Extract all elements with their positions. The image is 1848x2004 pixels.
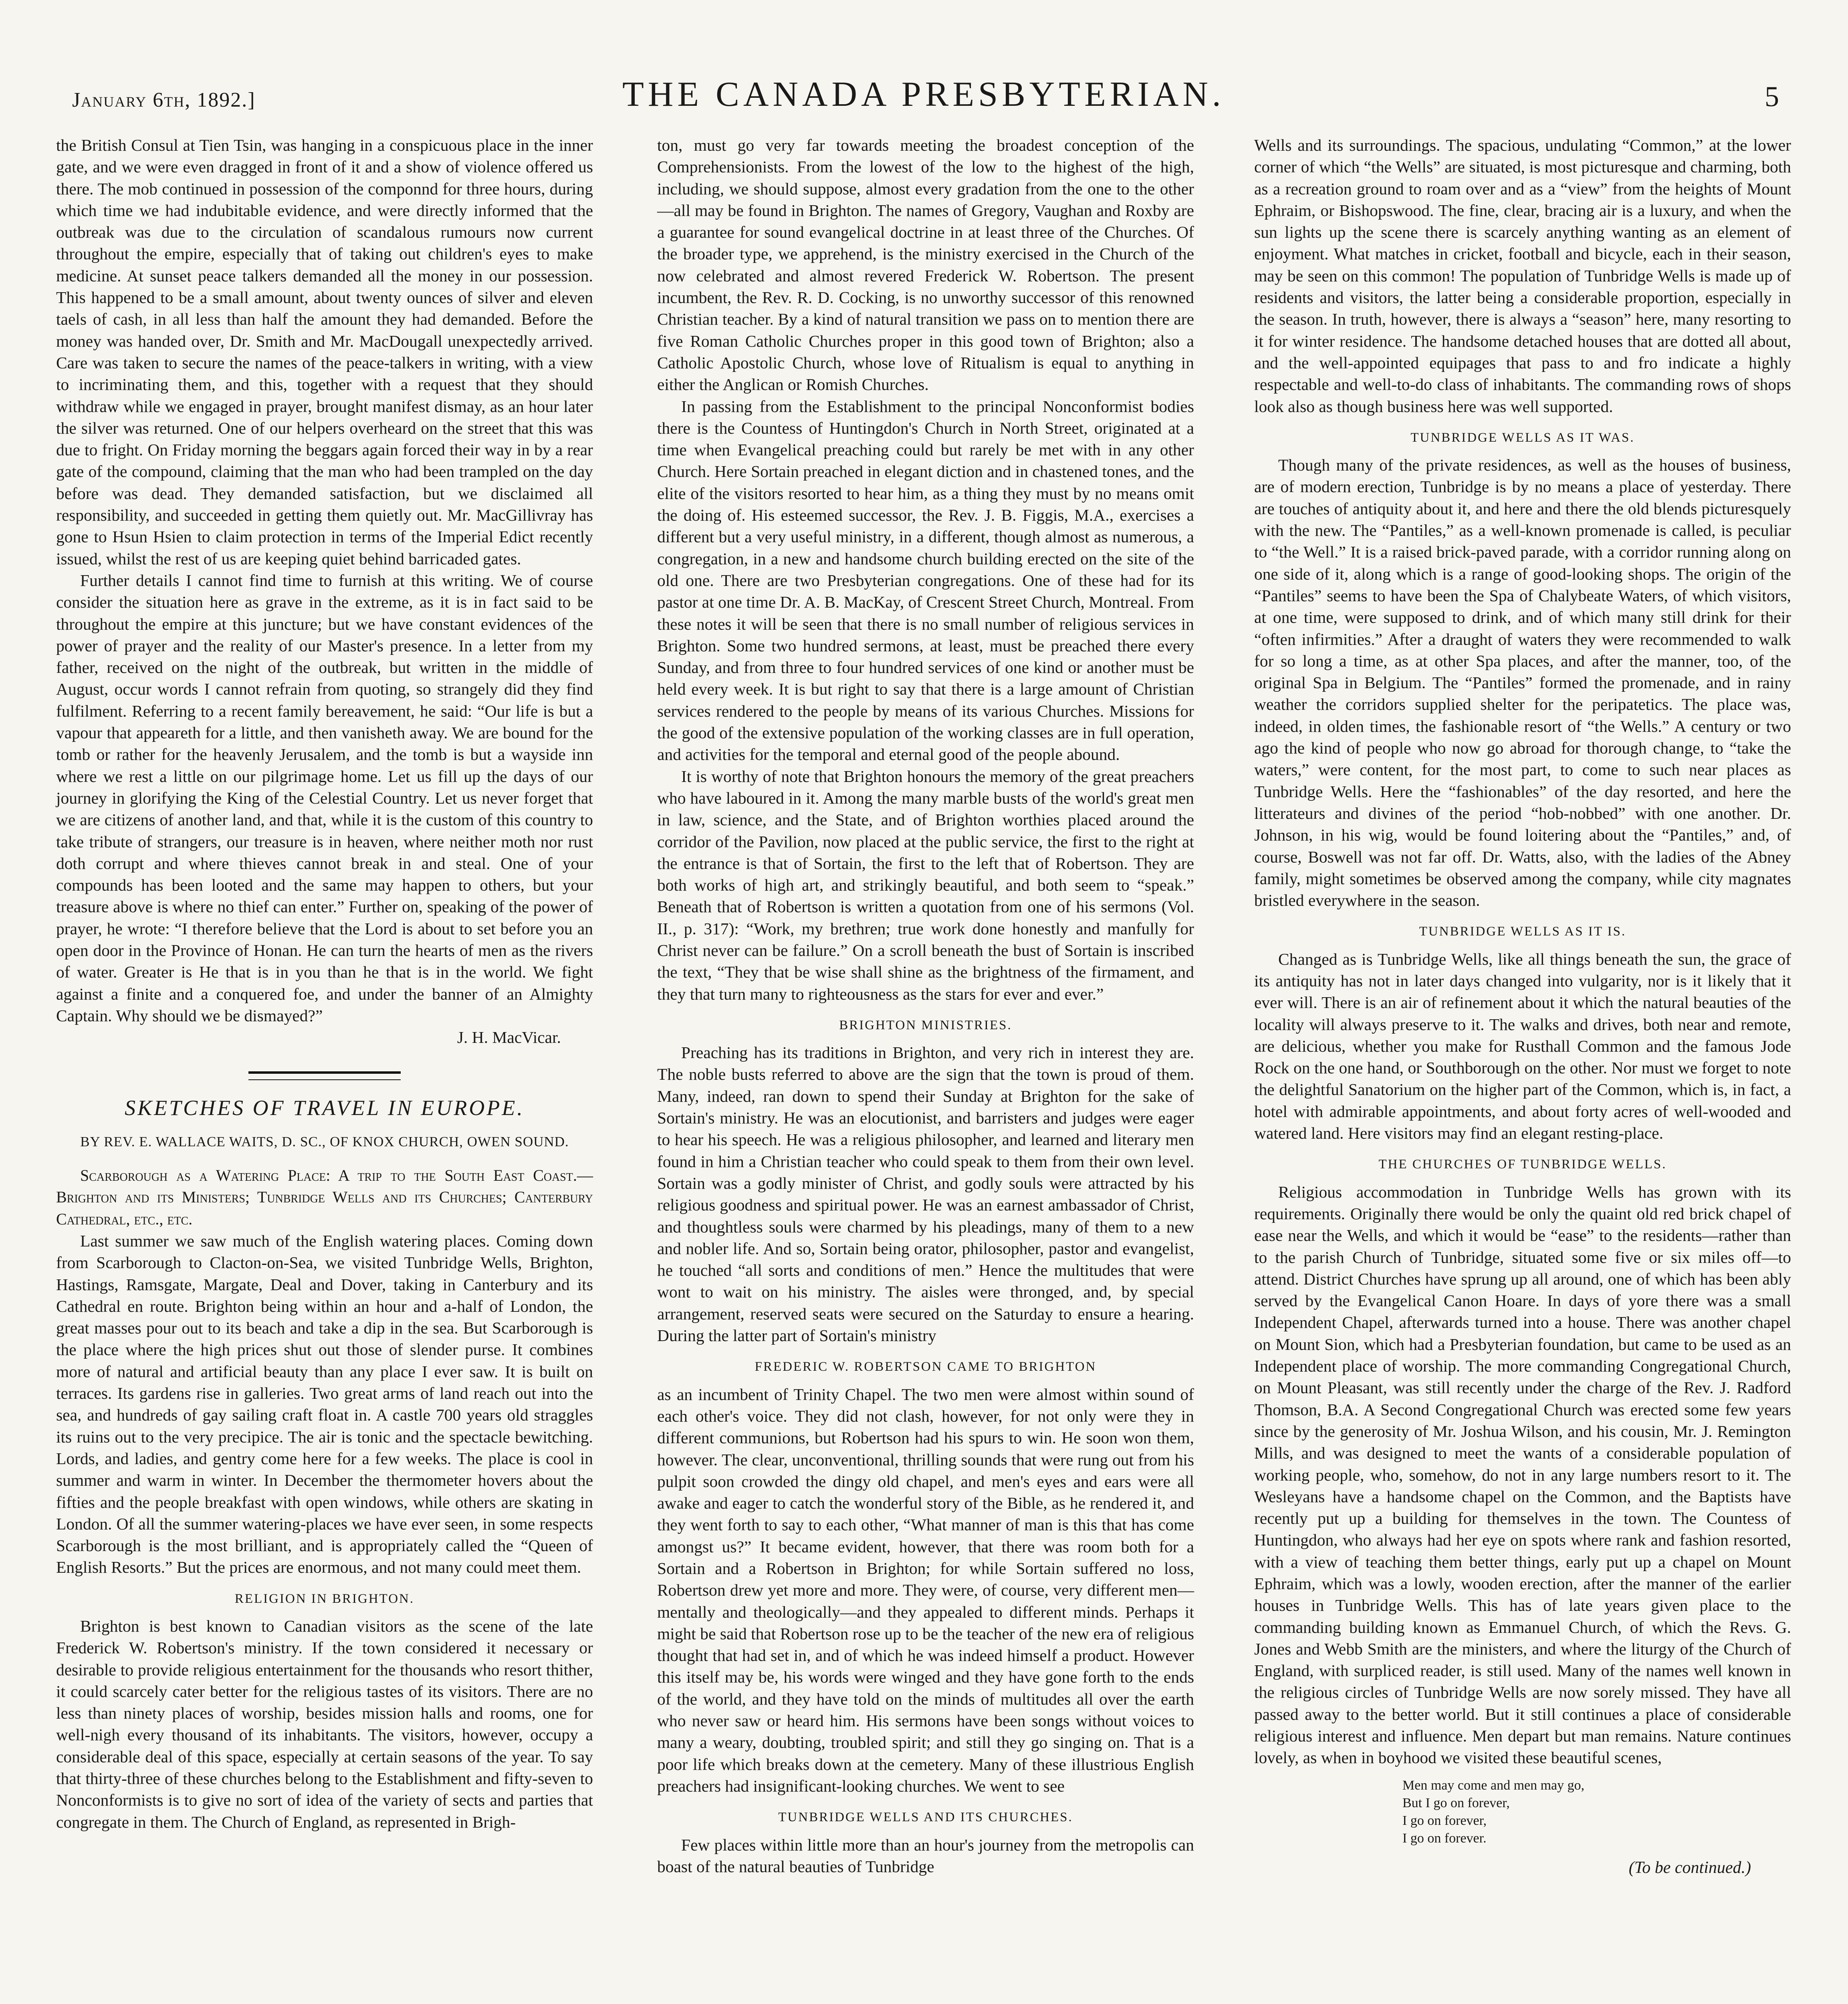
paragraph: Few places within little more than an hour's journey from the metropolis can boast of the natural beauties of Tunbridge [657, 1835, 1194, 1876]
column-3 [1254, 134, 1791, 1879]
paragraph: Brighton is best known to Canadian visitors as the scene of the late Frederick W. Robertson's ministry. If the town considered it necessary or desirable to provide religious entertainment for the thousands who resort thither, it could scarcely cater better for the religious tastes of its visitors. There are no less than ninety places of worship, besides mission halls and rooms, one for well-nigh every thousand of its inhabitants. The visitors, however, occupy a considerable deal of this space, especially at certain seasons of the year. To say that thirty-three of these churches belong to the Establishment and fifty-seven to Nonconformists is to give no sort of idea of the variety of sects and parties that congregate in them. The Church of England, as represented in Brigh- [56, 1617, 593, 1831]
poem-line: But I go on forever, [1402, 1795, 1510, 1810]
paragraph: Wells and its surroundings. The spacious, undulating “Common,” at the lower corner of which “the Wells” are situated, is most picturesque and charming, both as a recreation ground to roam over and as a “view” from the heights of Mount Ephraim, or Bishopswood. The fine, clear, bracing air is a luxury, and when the sun lights up the scene there is scarcely anything wanting as an element of enjoyment. What matches in cricket, football and bicycle, each in their season, may be seen on this common! The population of Tunbridge Wells is made up of residents and visitors, the latter being a considerable proportion, especially in the season. In truth, however, there is always a “season” here, many resorting to it for winter residence. The handsome detached houses that are dotted all about, and the well-appointed equipages that pass to and fro indicate a highly respectable and well-to-do class of inhabitants. The commanding rows of shops look also as though business here was well supported. [1254, 136, 1791, 416]
masthead-title: THE CANADA PRESBYTERIAN. [622, 75, 1225, 114]
poem-line: Men may come and men may go, [1402, 1778, 1585, 1793]
section-heading: TUNBRIDGE WELLS AS IT IS. [1419, 924, 1626, 939]
issue-date: January 6th, 1892.] [72, 89, 256, 111]
section-heading: FREDERIC W. ROBERTSON CAME TO BRIGHTON [755, 1360, 1097, 1374]
paragraph: Further details I cannot find time to furnish at this writing. We of course consider the situation here as grave in the extreme, as it is in fact said to be throughout the empire at this juncture; but we have constant evidences of the power of prayer and the reality of our Master's presence. In a letter from my father, received on the night of the outbreak, but written in the middle of August, occur words I cannot refrain from quoting, so strangely did they find fulfilment. Referring to a recent family bereavement, he said: “Our life is but a vapour that appeareth for a little, and then vanisheth away. We are bound for the tomb or rather for the heavenly Jerusalem, and the tomb is but a wayside inn where we rest a little on our pilgrimage home. Let us fill up the days of our journey in glorifying the King of the Celestial Country. Let us never forget that we are citizens of another land, and that, while it is the custom of this country to take tribute of strangers, our treasure is in heaven, where neither moth nor rust doth corrupt and where thieves cannot break in and steal. One of your compounds has been looted and the same may happen to others, but your treasure above is where no thief can enter.” Further on, speaking of the power of prayer, he wrote: “I therefore believe that the Lord is about to set before you an open door in the Province of Honan. He can turn the hearts of men as the rivers of water. Greater is He that is in you than he that is in the world. We fight against a finite and a conquered foe, and under the banner of an Almighty Captain. Why should we be dismayed?” [56, 571, 593, 1025]
article-title: SKETCHES OF TRAVEL IN EUROPE. [125, 1096, 525, 1120]
section-heading: RELIGION IN BRIGHTON. [234, 1591, 415, 1606]
page-header [52, 60, 1795, 140]
column-2 [657, 134, 1194, 1877]
section-heading: BRIGHTON MINISTRIES. [839, 1018, 1012, 1032]
paragraph: ton, must go very far towards meeting the broadest conception of the Comprehensionists. From the lowest of the low to the highest of the high, including, we should suppose, almost every gradation from the one to the other—all may be found in Brighton. The names of Gregory, Vaughan and Roxby are a guarantee for sound evangelical doctrine in at least three of the Churches. Of the broader type, we apprehend, is the ministry exercised in the Church of the now celebrated and almost revered Frederick W. Robertson. The present incumbent, the Rev. R. D. Cocking, is no unworthy successor of this renowned Christian teacher. By a kind of natural transition we pass on to mention there are five Roman Catholic Churches proper in this good town of Brighton; also a Catholic Apostolic Church, whose love of Ritualism is equal to anything in either the Anglican or Romish Churches. [657, 136, 1194, 394]
paragraph: It is worthy of note that Brighton honours the memory of the great preachers who have laboured in it. Among the many marble busts of the world's great men in law, science, and the State, and of Brighton worthies placed around the corridor of the Pavilion, now placed at the public service, the first to the right at the entrance is that of Sortain, the first to the left that of Robertson. They are both works of high art, and strikingly beautiful, and both seem to “speak.” Beneath that of Robertson is written a quotation from one of his sermons (Vol. II., p. 317): “Work, my brethren; true work done honestly and manfully for Christ never can be failure.” On a scroll beneath the bust of Sortain is inscribed the text, “They that be wise shall shine as the brightness of the firmament, and they that turn many to righteousness as the stars for ever and ever.” [657, 767, 1194, 1003]
section-heading: THE CHURCHES OF TUNBRIDGE WELLS. [1378, 1157, 1667, 1172]
section-heading: TUNBRIDGE WELLS AND ITS CHURCHES. [778, 1810, 1073, 1825]
continued-note: (To be continued.) [1628, 1858, 1751, 1877]
paragraph: Last summer we saw much of the English watering places. Coming down from Scarborough to Clacton-on-Sea, we visited Tunbridge Wells, Brighton, Hastings, Ramsgate, Margate, Deal and Dover, taking in Canterbury and its Cathedral en route. Brighton being within an hour and a-half of London, the great masses pour out to its beach and take a dip in the sea. But Scarborough is the place where the high prices shut out those of slender purse. It combines more of natural and artificial beauty than any place I ever saw. It is built on terraces. Its gardens rise in galleries. Two great arms of land reach out into the sea, and hundreds of gay sailing craft float in. A castle 700 years old straggles its ruins out to the very precipice. The air is tonic and the spectacle bewitching. Lords, and ladies, and gentry come here for a few weeks. The place is cool in summer and warm in winter. In December the thermometer hovers about the fifties and the people breakfast with open windows, while others are skating in London. Of all the summer watering-places we have ever seen, in some respects Scarborough is the most brilliant, and is appropriately called the “Queen of English Resorts.” But the prices are enormous, and not many could meet them. [56, 1231, 593, 1577]
paragraph: Though many of the private residences, as well as the houses of business, are of modern erection, Tunbridge is by no means a place of yesterday. There are touches of antiquity about it, and here and there the old blends picturesquely with the new. The “Pantiles,” as a well-known promenade is called, is peculiar to “the Well.” It is a raised brick-paved parade, with a corridor running along on one side of it, along which is a range of good-looking shops. The origin of the “Pantiles” seems to have been the Spa of Chalybeate Waters, of which visitors, at one time, were supposed to drink, and of which many still drink for their “often infirmities.” After a draught of waters they were recommended to walk for so long a time, as at other Spa places, and after the manner, too, of the original Spa in Belgium. The “Pantiles” formed the promenade, and in rainy weather the corridors supplied shelter for the peripatetics. The place was, indeed, in olden times, the fashionable resort of “the Wells.” A century or two ago the kind of people who now go abroad for thorough change, to “take the waters,” were content, for the most part, to come to such near places as Tunbridge Wells. Here the “fashionables” of the day resorted, and here the litterateurs and divines of the period “hob-nobbed” with one another. Dr. Johnson, in his wig, would be found loitering about the “Pantiles,” and, of course, Boswell was not far off. Dr. Watts, also, with the ladies of the Abney family, might sometimes be observed among the company, while city magnates bristled everywhere in the season. [1254, 456, 1791, 910]
page-number: 5 [1765, 81, 1779, 113]
column-1 [56, 134, 593, 1833]
paragraph: Preaching has its traditions in Brighton, and very rich in interest they are. The noble busts referred to above are the sign that the town is proud of them. Many, indeed, ran down to spend their Sunday at Brighton for the sake of Sortain's ministry. He was an elocutionist, and barristers and judges were eager to hear his speech. He was a religious philosopher, and learned and literary men found in him a Christian teacher who could speak to them from their own level. Sortain was a godly minister of Christ, and godly souls were attracted by his religious goodness and spiritual power. He was an earnest ambassador of Christ, and thoughtless souls were charmed by his pleadings, many of them to a new and nobler life. And so, Sortain being orator, philosopher, pastor and evangelist, he touched “all sorts and conditions of men.” Hence the multitudes that were wont to wait on his ministry. The aisles were thronged, and, by special arrangement, reserved seats were secured on the Saturday to ensure a hearing. During the latter part of Sortain's ministry [657, 1043, 1194, 1345]
section-heading: TUNBRIDGE WELLS AS IT WAS. [1410, 430, 1635, 445]
article-byline: BY REV. E. WALLACE WAITS, D. SC., OF KNOX CHURCH, OWEN SOUND. [80, 1133, 569, 1149]
paragraph: Changed as is Tunbridge Wells, like all things beneath the sun, the grace of its antiquity has not in later days changed into vulgarity, nor is it likely that it ever will. There is an air of refinement about it which the natural beauties of the locality will always preserve to it. The walks and drives, both near and remote, are delicious, whether you make for Rusthall Common and the famous Jode Rock on the one hand, or Southborough on the other. Nor must we forget to note the delightful Sanatorium on the higher part of the Common, which is, in fact, a hotel with admirable appointments, and about forty acres of well-wooded and watered land. Here visitors may find an elegant resting-place. [1254, 949, 1791, 1143]
article-summary: Scarborough as a Watering Place: A trip to the South East Coast.—Brighton and its Ministers; Tunbridge Wells and its Churches; Canterbury Cathedral, etc., etc. [56, 1166, 593, 1228]
author-signature: J. H. MacVicar. [457, 1028, 561, 1047]
poem-line: I go on forever. [1402, 1830, 1487, 1846]
paragraph: Religious accommodation in Tunbridge Wells has grown with its requirements. Originally there would be only the quaint old red brick chapel of ease near the Wells, and which it would be “ease” to the residents—rather than to the parish Church of Tunbridge, situated some five or six miles off—to attend. District Churches have sprung up all around, one of which has been ably served by the Evangelical Canon Hoare. In days of yore there was a small Independent Chapel, afterwards turned into a house. There was another chapel on Mount Sion, which had a Presbyterian foundation, but came to be used as an Independent place of worship. The more commanding Congregational Church, on Mount Pleasant, was still recently under the charge of the Rev. J. Radford Thomson, B.A. A Second Congregational Church was erected some few years since by the generosity of Mr. Joshua Wilson, and his cousin, Mr. J. Remington Mills, and was designed to meet the wants of a considerable population of working people, who, somehow, do not in any large numbers resort to it. The Wesleyans have a handsome chapel on the Common, and the Baptists have recently put up a building for themselves in the town. The Countess of Huntingdon, who always had her eye on spots where rank and fashion resorted, with a view of teaching them better things, early put up a chapel on Mount Ephraim, which was a lowly, wooden erection, after the manner of the earlier houses in Tunbridge Wells. This has of late years given place to the commanding building known as Emmanuel Church, of which the Revs. G. Jones and Webb Smith are the ministers, and where the liturgy of the Church of England, with surpliced reader, is still used. Many of the names well known in the religious circles of Tunbridge Wells are now sorely missed. They have all passed away to the better world. But it still continues a place of considerable religious interest and influence. Men depart but man remains. Nature continues lovely, as when in boyhood we visited these beautiful scenes, [1254, 1182, 1791, 1767]
paragraph: the British Consul at Tien Tsin, was hanging in a conspicuous place in the inner gate, and we were even dragged in front of it and a show of violence offered us there. The mob continued in possession of the componnd for three hours, during which time we had indubitable evidence, and were directly informed that the outbreak was due to the circulation of scandalous rumours now current throughout the empire, especially that of taking out children's eyes to make medicine. At sunset peace talkers demanded all the money in our possession. This happened to be a small amount, about twenty ounces of silver and eleven taels of cash, in all less than half the amount they had demanded. Before the money was handed over, Dr. Smith and Mr. MacDougall unexpectedly arrived. Care was taken to secure the names of the peace-talkers in writing, with a view to incriminating them, and this, together with a request that they should withdraw while we engaged in prayer, brought manifest dismay, as an hour later the silver was returned. One of our helpers overheard on the street that this was due to fright. On Friday morning the beggars again forced their way in by a rear gate of the compound, claiming that the man who had been trampled on the day before was dead. They demanded satisfaction, but we disclaimed all responsibility, and succeeded in getting them quietly out. Mr. MacGillivray has gone to Hsun Hsien to claim protection in terms of the Imperial Edict recently issued, whilst the rest of us are keeping quiet behind barricaded gates. [56, 136, 593, 568]
paragraph: In passing from the Establishment to the principal Nonconformist bodies there is the Countess of Huntingdon's Church in North Street, originated at a time when Evangelical preaching could but rarely be met with in any other Church. Here Sortain preached in elegant diction and in chastened tones, and the elite of the visitors resorted to hear him, as a thing they must by no means omit the doing of. His esteemed successor, the Rev. J. B. Figgis, M.A., exercises a different but a very useful ministry, in a different, though almost as numerous, a congregation, in a new and handsome church building erected on the site of the old one. There are two Presbyterian congregations. One of these had for its pastor at one time Dr. A. B. MacKay, of Crescent Street Church, Montreal. From these notes it will be seen that there is no small number of religious services in Brighton. Some two hundred sermons, at least, must be preached there every Sunday, and from three to four hundred services of one kind or another must be held every week. It is but right to say that there is a large amount of Christian services rendered to the people by means of its various Churches. Missions for the good of the extensive population of the working classes are in full operation, and activities for the temporal and eternal good of the people abound. [657, 397, 1194, 764]
poem [1402, 1777, 1791, 1847]
section-divider [248, 1071, 401, 1080]
poem-line: I go on forever, [1402, 1813, 1487, 1828]
paragraph: as an incumbent of Trinity Chapel. The two men were almost within sound of each other's voice. They did not clash, however, for not only were they in different communions, but Robertson had his spurs to win. He soon won them, however. The clear, unconventional, thrilling sounds that were rung out from his pulpit soon crowded the dingy old chapel, and men's eyes and ears were all awake and eager to catch the wonderful story of the Bible, as he rendered it, and they went forth to say to each other, “What manner of man is this that has come amongst us?” It became evident, however, that there was room both for a Sortain and a Robertson in Brighton; for while Sortain suffered no loss, Robertson drew yet more and more. They were, of course, very different men—mentally and theologically—and they appealed to different minds. Perhaps it might be said that Robertson rose up to be the teacher of the new era of religious thought that had set in, and of which he was indeed himself a product. However this itself may be, his words were winged and they have gone forth to the ends of the world, and they have told on the minds of multitudes all over the earth who never saw or heard him. His sermons have been songs without voices to many a weary, doubting, troubled spirit; and still they go singing on. That is a poor life which breaks down at the cemetery. Many of these illustrious English preachers had insignificant-looking churches. We went to see [657, 1385, 1194, 1795]
